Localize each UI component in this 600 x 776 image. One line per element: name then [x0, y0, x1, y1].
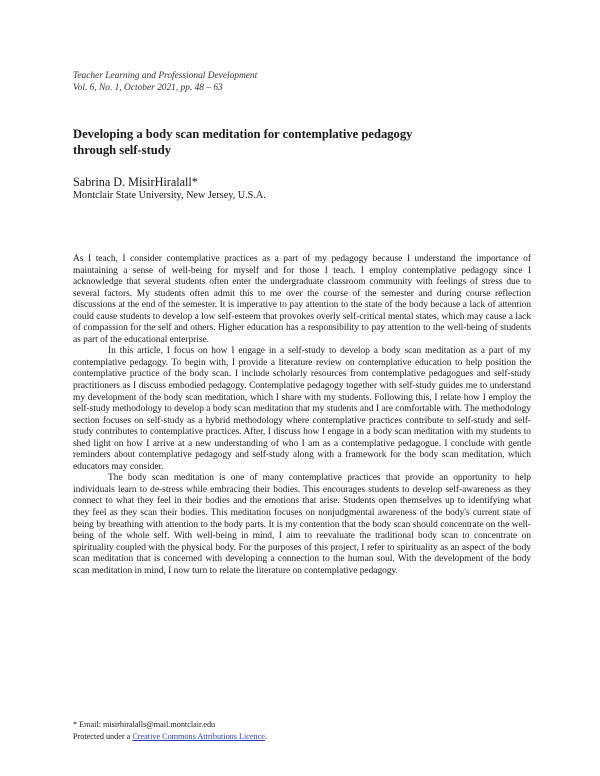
issue-info: Vol. 6, No. 1, October 2021, pp. 48 – 63: [73, 82, 223, 93]
body-paragraph: As I teach, I consider contemplative practices as a part of my pedagogy because I understand the importance of maintaining a sense of well-being for myself and for those I teach. I employ contemplative pedagogy since I acknowledge that several students often enter the undergraduate classroom community with feelings of stress due to several factors. My students often admit this to me over the course of the semester and during course reflection discussions at the end of the semester. It is imperative to pay attention to the state of the body because a lack of attention could cause students to develop a low self-esteem that provokes overly self-critical mental states, which may cause a lack of compassion for the self and others. Higher education has a responsibility to pay attention to the well-being of students as part of the educational enterprise.: [73, 254, 531, 345]
body-paragraph: The body scan meditation is one of many contemplative practices that provide an opportunity to help individuals learn to de-stress while embracing their bodies. This encourages students to develop self-awareness as they connect to what they feel in their bodies and the emotions that arise. Students open themselves up to identifying what they feel as they scan their bodies. This meditation focuses on nonjudgmental awareness of the body's current state of being by breathing with attention to the body parts. It is my contention that the body scan should concentrate on the well-being of the whole self. With well-being in mind, I aim to reevaluate the traditional body scan to concentrate on spirituality coupled with the physical body. For the purposes of this project, I refer to spirituality as an aspect of the body scan meditation that is concerned with developing a connection to the human soul. With the development of the body scan meditation in mind, I now turn to relate the literature on contemplative pedagogy.: [73, 473, 531, 576]
footnote-email: * Email: misirhiralalls@mail.montclair.edu: [73, 720, 216, 729]
article-title: [73, 127, 533, 158]
author-affiliation: Montclair State University, New Jersey, U.S.A.: [73, 190, 266, 201]
license-link[interactable]: Creative Commons Attributions Licence: [132, 731, 265, 741]
journal-name: Teacher Learning and Professional Development: [73, 71, 258, 81]
license-notice: [73, 731, 533, 743]
title-line-1: Developing a body scan meditation for contemplative pedagogy: [73, 127, 413, 141]
license-prefix: Protected under a: [73, 731, 133, 741]
title-line-2: through self-study: [73, 142, 172, 157]
footnote: [73, 719, 533, 742]
journal-header: [73, 71, 533, 94]
article-body: [73, 254, 531, 577]
author-name: Sabrina D. MisirHiralall*: [73, 175, 198, 189]
license-suffix: .: [264, 731, 267, 741]
body-paragraph: In this article, I focus on how I engage in a self-study to develop a body scan meditation as a part of my contemplative pedagogy. To begin with, I provide a literature review on contemplative education to help position the contemplative practice of the body scan. I include scholarly resources from contemplative pedagogues and self-study practitioners as I discuss embodied pedagogy. Contemplative pedagogy together with self-study guides me to understand my development of the body scan meditation, which I share with my students. Following this, I relate how I employ the self-study methodology to develop a body scan meditation that my students and I are comfortable with. The methodology section focuses on self-study as a hybrid methodology where contemplative practices contribute to self-study and self-study contributes to contemplative practices. After, I discuss how I engage in a body scan meditation with my students to shed light on how I arrive at a new understanding of who I am as a contemplative pedagogue. I conclude with gentle reminders about contemplative pedagogy and self-study along with a framework for the body scan meditation, which educators may consider.: [73, 346, 531, 472]
